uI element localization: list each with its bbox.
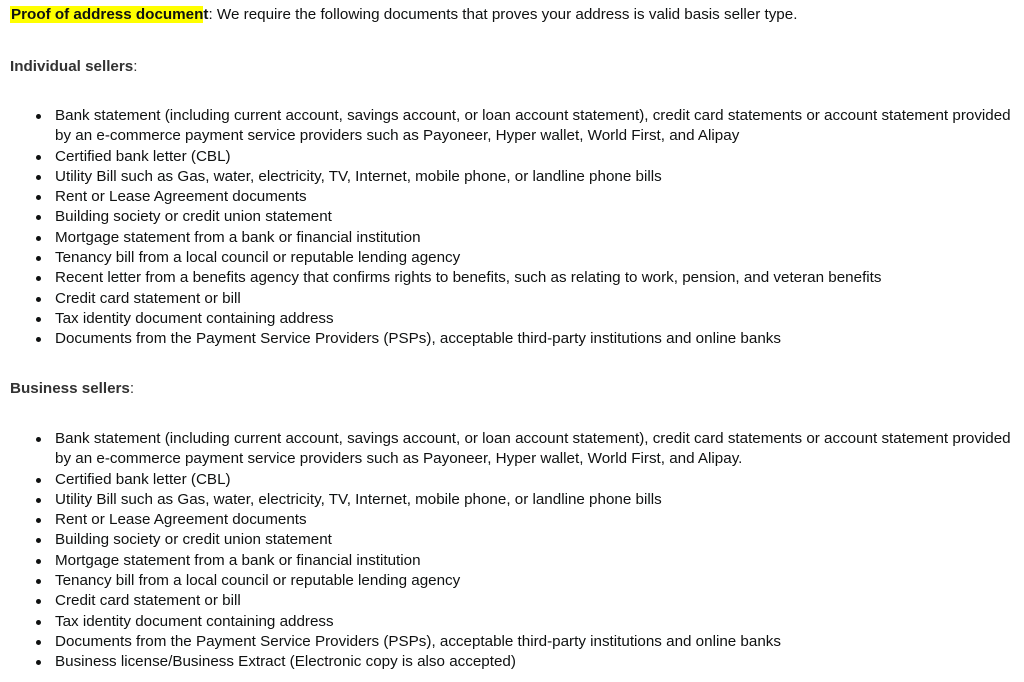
list-item: Business license/Business Extract (Electronic copy is also accepted) bbox=[34, 652, 1014, 672]
intro-text: : We require the following documents that proves your address is valid basis seller type. bbox=[208, 6, 798, 23]
business-sellers-heading-text: Business sellers bbox=[10, 380, 130, 397]
list-item: Recent letter from a benefits agency that confirms rights to benefits, such as relating to work, pension, and veteran benefits bbox=[34, 268, 1014, 288]
list-item: Certified bank letter (CBL) bbox=[34, 147, 1014, 167]
individual-sellers-heading-text: Individual sellers bbox=[10, 58, 134, 75]
business-sellers-list bbox=[34, 429, 1014, 673]
individual-sellers-heading bbox=[10, 57, 137, 77]
list-item: Mortgage statement from a bank or financial institution bbox=[34, 228, 1014, 248]
list-item: Bank statement (including current account, savings account, or loan account statement), credit card statements or account statement provided by an e-commerce payment service providers such as Payoneer, Hyper wallet, World First, and Alipay bbox=[34, 106, 1014, 147]
list-item: Documents from the Payment Service Providers (PSPs), acceptable third-party institutions and online banks bbox=[34, 632, 1014, 652]
individual-sellers-list bbox=[34, 106, 1014, 350]
highlighted-term-text: Proof of address documen bbox=[11, 6, 204, 23]
heading-colon: : bbox=[133, 58, 138, 75]
list-item: Utility Bill such as Gas, water, electricity, TV, Internet, mobile phone, or landline phone bills bbox=[34, 490, 1014, 510]
list-item: Tax identity document containing address bbox=[34, 309, 1014, 329]
list-item: Tax identity document containing address bbox=[34, 612, 1014, 632]
list-item: Certified bank letter (CBL) bbox=[34, 470, 1014, 490]
list-item: Tenancy bill from a local council or reputable lending agency bbox=[34, 571, 1014, 591]
list-item: Credit card statement or bill bbox=[34, 591, 1014, 611]
list-item: Building society or credit union statement bbox=[34, 207, 1014, 227]
heading-colon: : bbox=[129, 380, 135, 397]
list-item: Bank statement (including current account, savings account, or loan account statement), credit card statements or account statement provided by an e-commerce payment service providers such as Payoneer, Hyper wallet, World First, and Alipay. bbox=[34, 429, 1014, 470]
list-item: Tenancy bill from a local council or reputable lending agency bbox=[34, 248, 1014, 268]
list-item: Mortgage statement from a bank or financial institution bbox=[34, 551, 1014, 571]
highlighted-term bbox=[10, 6, 203, 23]
highlighted-term-trail: t bbox=[203, 6, 209, 23]
list-item: Credit card statement or bill bbox=[34, 289, 1014, 309]
list-item: Utility Bill such as Gas, water, electricity, TV, Internet, mobile phone, or landline phone bills bbox=[34, 167, 1014, 187]
list-item: Documents from the Payment Service Providers (PSPs), acceptable third-party institutions and online banks bbox=[34, 329, 1014, 349]
list-item: Building society or credit union statement bbox=[34, 530, 1014, 550]
business-sellers-heading bbox=[10, 379, 134, 399]
list-item: Rent or Lease Agreement documents bbox=[34, 187, 1014, 207]
list-item: Rent or Lease Agreement documents bbox=[34, 510, 1014, 530]
intro-paragraph bbox=[10, 5, 1014, 25]
